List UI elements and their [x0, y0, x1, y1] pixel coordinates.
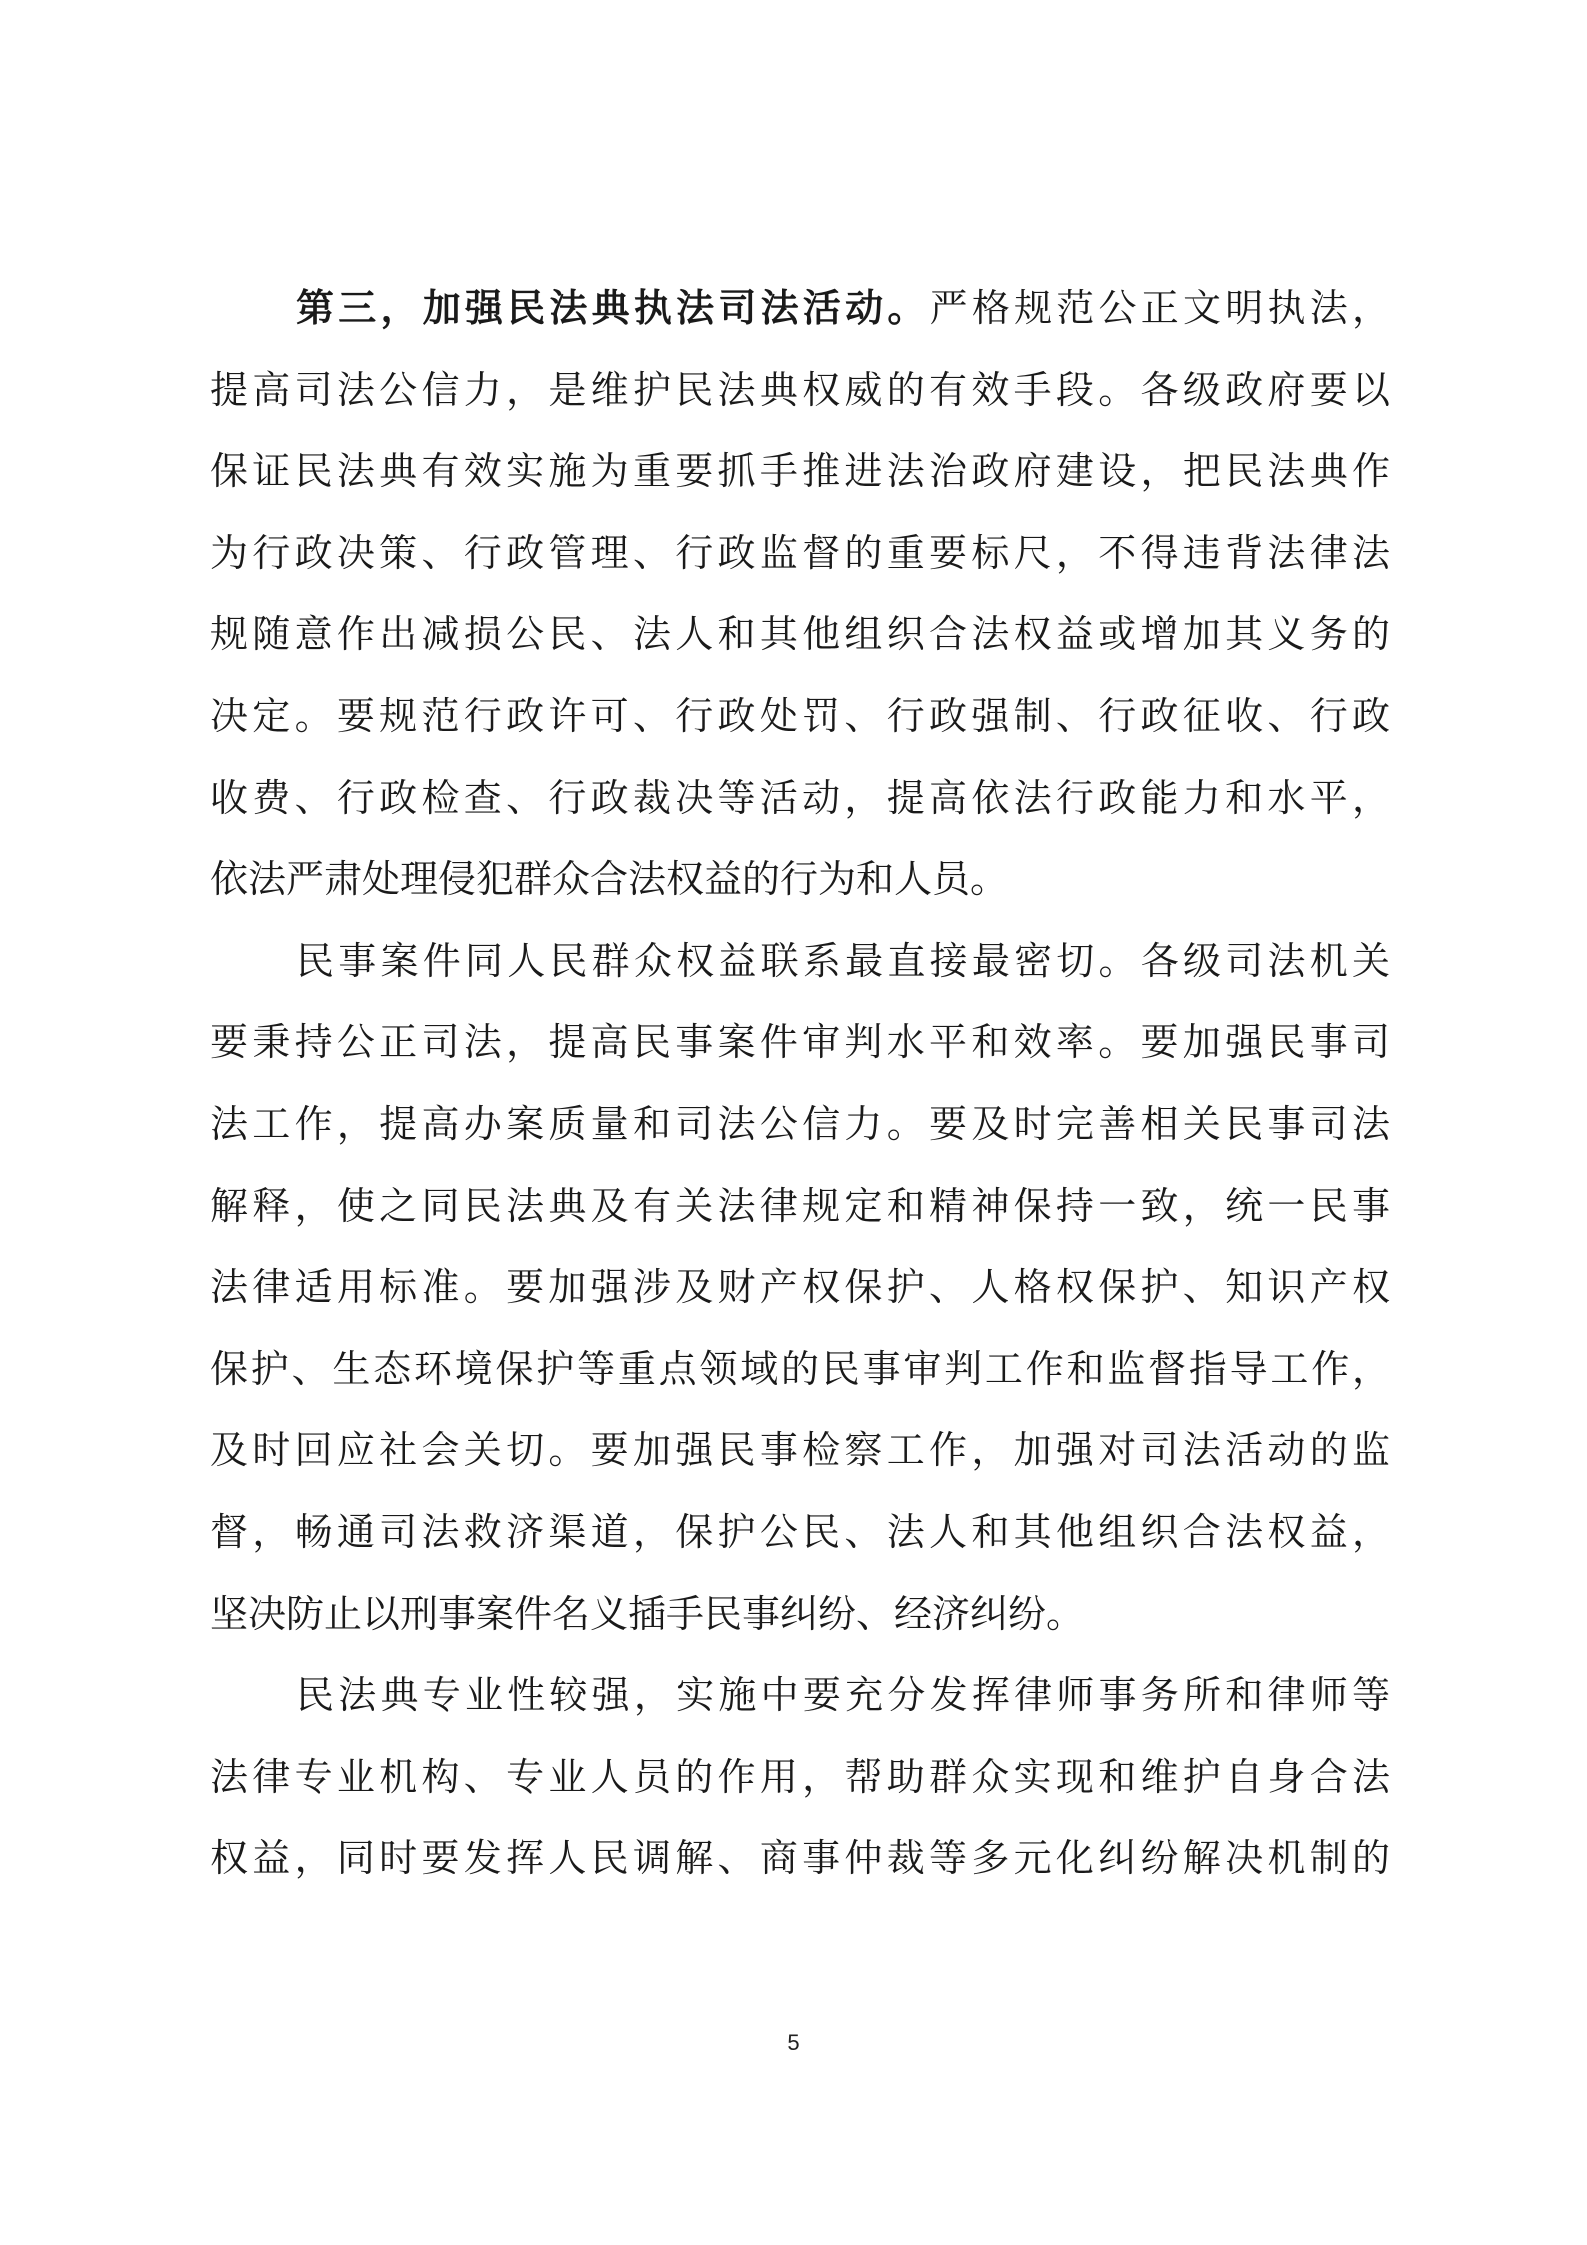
- paragraph-1-line-3: 保证民法典有效实施为重要抓手推进法治政府建设，把民法典作: [210, 449, 1390, 494]
- paragraph-1-line-6: 决定。要规范行政许可、行政处罚、行政强制、行政征收、行政: [210, 693, 1390, 738]
- paragraph-1-line-1: [210, 268, 1390, 350]
- paragraph-3-line-3: 权益，同时要发挥人民调解、商事仲裁等多元化纠纷解决机制的: [210, 1836, 1390, 1881]
- paragraph-2-line-7: 及时回应社会关切。要加强民事检察工作，加强对司法活动的监: [210, 1428, 1390, 1473]
- paragraph-3-line-2: 法律专业机构、专业人员的作用，帮助群众实现和维护自身合法: [210, 1754, 1390, 1799]
- paragraph-2-line-6: 保护、生态环境保护等重点领域的民事审判工作和监督指导工作，: [210, 1346, 1390, 1391]
- paragraph-1-line-7: 收费、行政检查、行政裁决等活动，提高依法行政能力和水平，: [210, 775, 1390, 820]
- paragraph-3-line-1: 民法典专业性较强，实施中要充分发挥律师事务所和律师等: [296, 1673, 1390, 1718]
- paragraph-1-line-4: 为行政决策、行政管理、行政监督的重要标尺，不得违背法律法: [210, 530, 1390, 575]
- paragraph-1-line-2: 提高司法公信力，是维护民法典权威的有效手段。各级政府要以: [210, 367, 1390, 412]
- line-text: 严格规范公正文明执法，: [929, 286, 1390, 330]
- paragraph-2-line-3: 法工作，提高办案质量和司法公信力。要及时完善相关民事司法: [210, 1101, 1390, 1146]
- section-heading: 第三，加强民法典执法司法活动。: [296, 286, 930, 330]
- paragraph-2-line-5: 法律适用标准。要加强涉及财产权保护、人格权保护、知识产权: [210, 1265, 1390, 1310]
- paragraph-2-line-8: 督，畅通司法救济渠道，保护公民、法人和其他组织合法权益，: [210, 1509, 1390, 1554]
- paragraph-1-line-8: 依法严肃处理侵犯群众合法权益的行为和人员。: [210, 857, 1009, 902]
- paragraph-2-line-9: 坚决防止以刑事案件名义插手民事纠纷、经济纠纷。: [210, 1591, 1085, 1636]
- page-number: 5: [787, 2030, 800, 2055]
- paragraph-1-line-5: 规随意作出减损公民、法人和其他组织合法权益或增加其义务的: [210, 612, 1390, 657]
- document-body: [210, 268, 1390, 1900]
- paragraph-2-line-2: 要秉持公正司法，提高民事案件审判水平和效率。要加强民事司: [210, 1020, 1390, 1065]
- paragraph-2-line-4: 解释，使之同民法典及有关法律规定和精神保持一致，统一民事: [210, 1183, 1390, 1228]
- paragraph-2-line-1: 民事案件同人民群众权益联系最直接最密切。各级司法机关: [296, 938, 1390, 983]
